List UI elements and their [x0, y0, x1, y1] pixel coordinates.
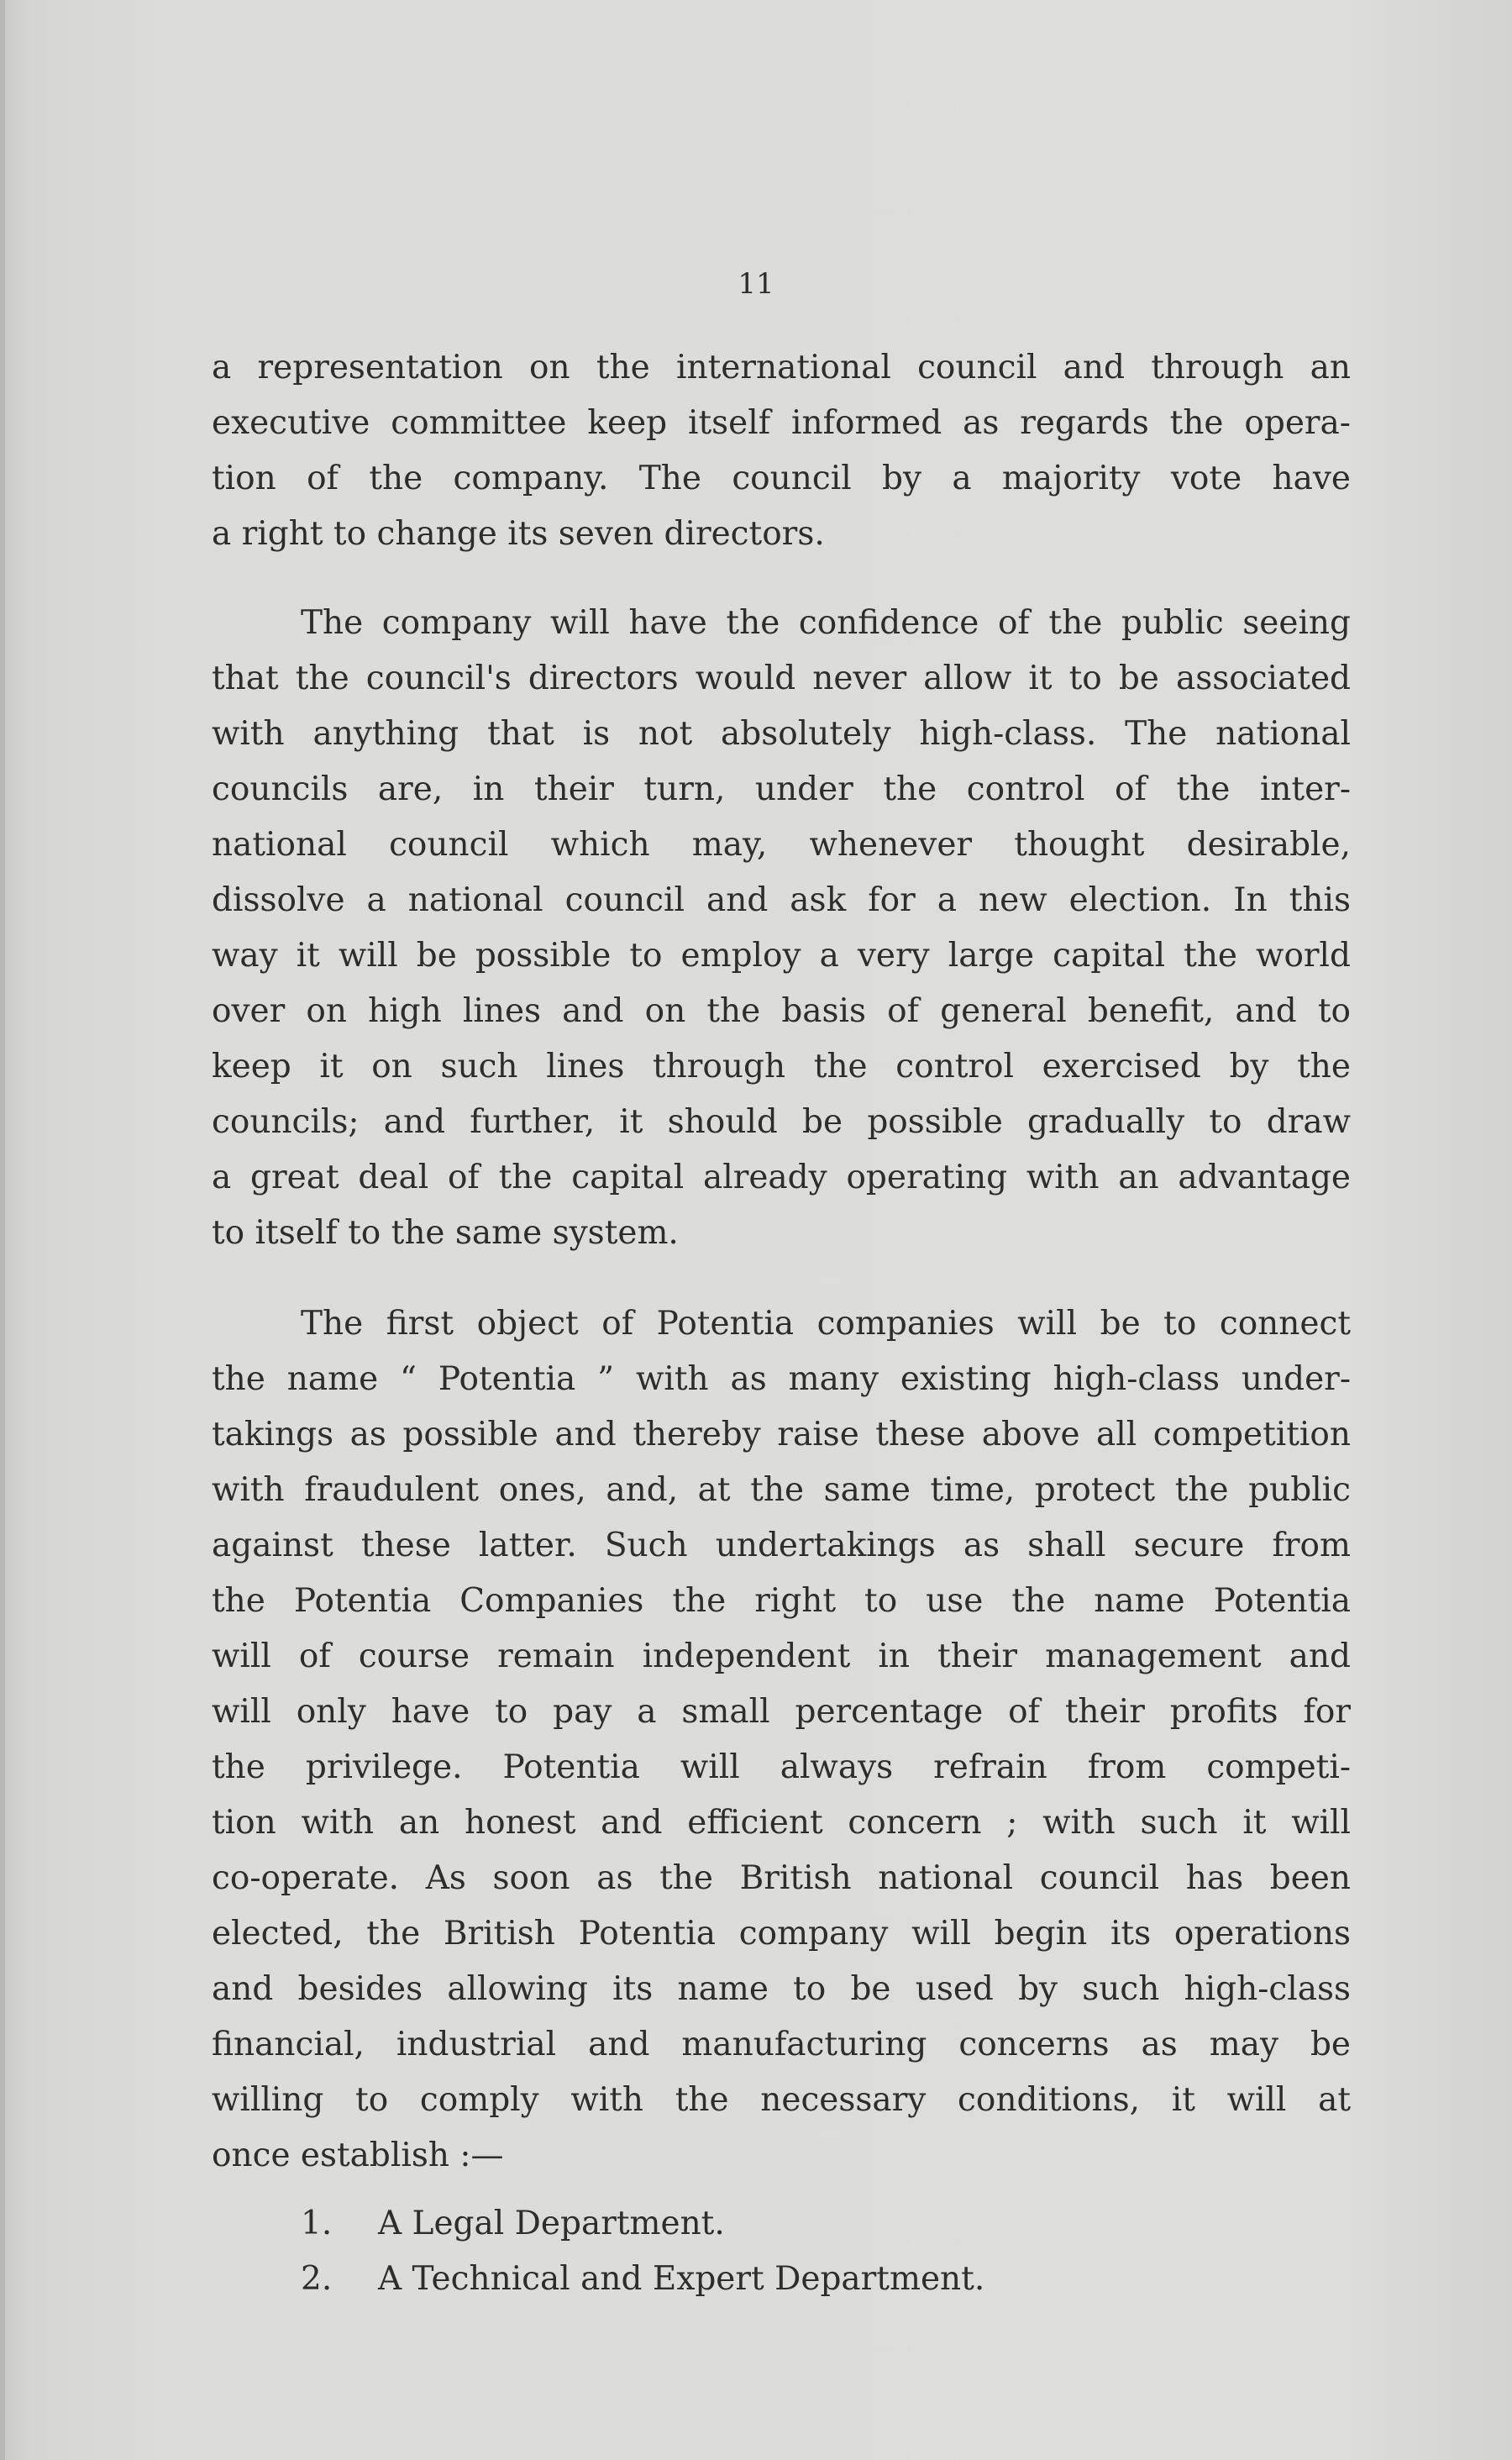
page-edge-shadow	[0, 0, 5, 2460]
text-line: tion of the company. The council by a majority vote have	[212, 460, 1351, 497]
paragraph-1	[212, 340, 1351, 562]
text-line: the Potentia Companies the right to use the name Potentia	[212, 1582, 1351, 1620]
text-line: will of course remain independent in their management and	[212, 1637, 1351, 1675]
text-line: a right to change its seven directors.	[212, 515, 825, 553]
paragraph-3	[212, 1296, 1351, 2184]
text-line: a great deal of the capital already operating with an advantage	[212, 1159, 1351, 1196]
text-line: keep it on such lines through the control exercised by the	[212, 1048, 1351, 1085]
text-line: takings as possible and thereby raise these above all competition	[212, 1416, 1351, 1453]
department-list	[212, 2196, 1351, 2307]
list-item-text: A Technical and Expert Department.	[378, 2260, 985, 2298]
list-item	[212, 2196, 1351, 2252]
text-line: councils; and further, it should be possible gradually to draw	[212, 1103, 1351, 1141]
text-line: a representation on the international council and through an	[212, 349, 1351, 386]
paragraph-2	[212, 596, 1351, 1261]
text-line: executive committee keep itself informed as regards the opera-	[212, 404, 1351, 442]
text-line: with anything that is not absolutely high-class. The national	[212, 715, 1351, 753]
text-line: that the council's directors would never allow it to be associated	[212, 660, 1351, 697]
text-line: way it will be possible to employ a very large capital the world	[212, 937, 1351, 975]
text-line: dissolve a national council and ask for a new election. In this	[212, 881, 1351, 919]
text-line: once establish :—	[212, 2137, 504, 2174]
list-item-text: A Legal Department.	[378, 2205, 725, 2242]
text-line: will only have to pay a small percentage of their profits for	[212, 1693, 1351, 1731]
text-line: the name “ Potentia ” with as many existing high-class under-	[212, 1360, 1351, 1398]
list-item-number: 2.	[301, 2260, 333, 2298]
text-line: to itself to the same system.	[212, 1214, 679, 1252]
text-line: with fraudulent ones, and, at the same time, protect the public	[212, 1471, 1351, 1509]
text-line: financial, industrial and manufacturing concerns as may be	[212, 2026, 1351, 2063]
text-line: The first object of Potentia companies will be to connect	[301, 1305, 1351, 1343]
text-line: The company will have the confidence of the public seeing	[301, 604, 1351, 642]
text-line: the privilege. Potentia will always refrain from competi-	[212, 1748, 1351, 1786]
page-number: 11	[738, 267, 774, 301]
text-line: over on high lines and on the basis of general benefit, and to	[212, 992, 1351, 1030]
text-line: and besides allowing its name to be used by such high-class	[212, 1970, 1351, 2008]
list-item-number: 1.	[301, 2205, 333, 2242]
list-item	[212, 2252, 1351, 2307]
text-line: councils are, in their turn, under the control of the inter-	[212, 770, 1351, 808]
text-line: national council which may, whenever thought desirable,	[212, 826, 1351, 864]
text-line: elected, the British Potentia company will begin its operations	[212, 1915, 1351, 1953]
text-line: tion with an honest and efficient concern ; with such it will	[212, 1804, 1351, 1842]
text-line: co-operate. As soon as the British national council has been	[212, 1859, 1351, 1897]
text-line: willing to comply with the necessary conditions, it will at	[212, 2081, 1351, 2119]
text-line: against these latter. Such undertakings as shall secure from	[212, 1527, 1351, 1564]
